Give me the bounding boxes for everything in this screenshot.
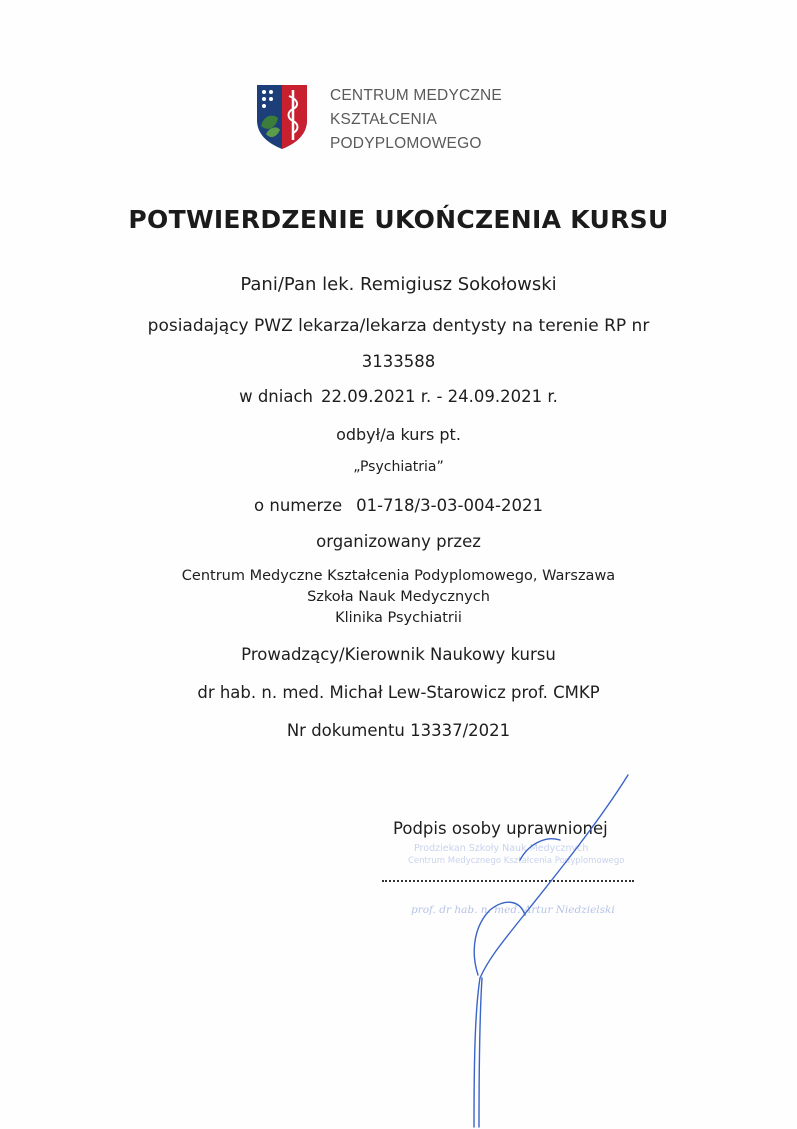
completed-statement: odbył/a kurs pt. [336,425,461,444]
dates-prefix: w dniach [239,387,313,406]
organizer-line: Szkoła Nauk Medycznych [307,589,490,605]
stamp-name: prof. dr hab. n. med. Artur Niedzielski [411,904,615,916]
stamp-line: Centrum Medycznego Kształcenia Podyplomowego [408,856,625,866]
signature-dotted-line [382,874,634,882]
pwz-number: 3133588 [361,352,436,371]
logo-line: KSZTAŁCENIA [330,111,437,128]
organizer-line: Centrum Medyczne Kształcenia Podyplomowego, Warszawa [181,568,616,584]
logo-line: CENTRUM MEDYCZNE [330,87,502,104]
dates-value: 22.09.2021 r. - 24.09.2021 r. [321,387,558,406]
document-number: Nr dokumentu 13337/2021 [286,721,511,740]
logo-line: PODYPLOMOWEGO [330,135,482,152]
organizer-line: Klinika Psychiatrii [335,610,462,626]
course-number-value: 01-718/3-03-004-2021 [356,496,543,515]
caduceus-shield-icon [256,84,308,150]
course-lead-label: Prowadzący/Kierownik Naukowy kursu [241,645,556,664]
institution-logo [256,84,526,154]
organized-by-label: organizowany przez [316,532,481,551]
document-title: POTWIERDZENIE UKOŃCZENIA KURSU [128,205,669,234]
signature-label: Podpis osoby uprawnionej [393,819,608,838]
course-lead-name: dr hab. n. med. Michał Lew-Starowicz prof. CMKP [197,683,600,702]
course-number-prefix: o numerze [254,496,343,515]
course-number [0,496,797,515]
course-title: „Psychiatria” [353,459,444,475]
course-dates [0,387,797,406]
organizer-block [0,566,797,629]
logo-wordmark [330,84,502,156]
recipient-name: Pani/Pan lek. Remigiusz Sokołowski [240,274,557,295]
stamp-line: Prodziekan Szkoły Nauk Medycznych [414,843,589,854]
pwz-statement: posiadający PWZ lekarza/lekarza dentysty na terenie RP nr [147,316,650,336]
